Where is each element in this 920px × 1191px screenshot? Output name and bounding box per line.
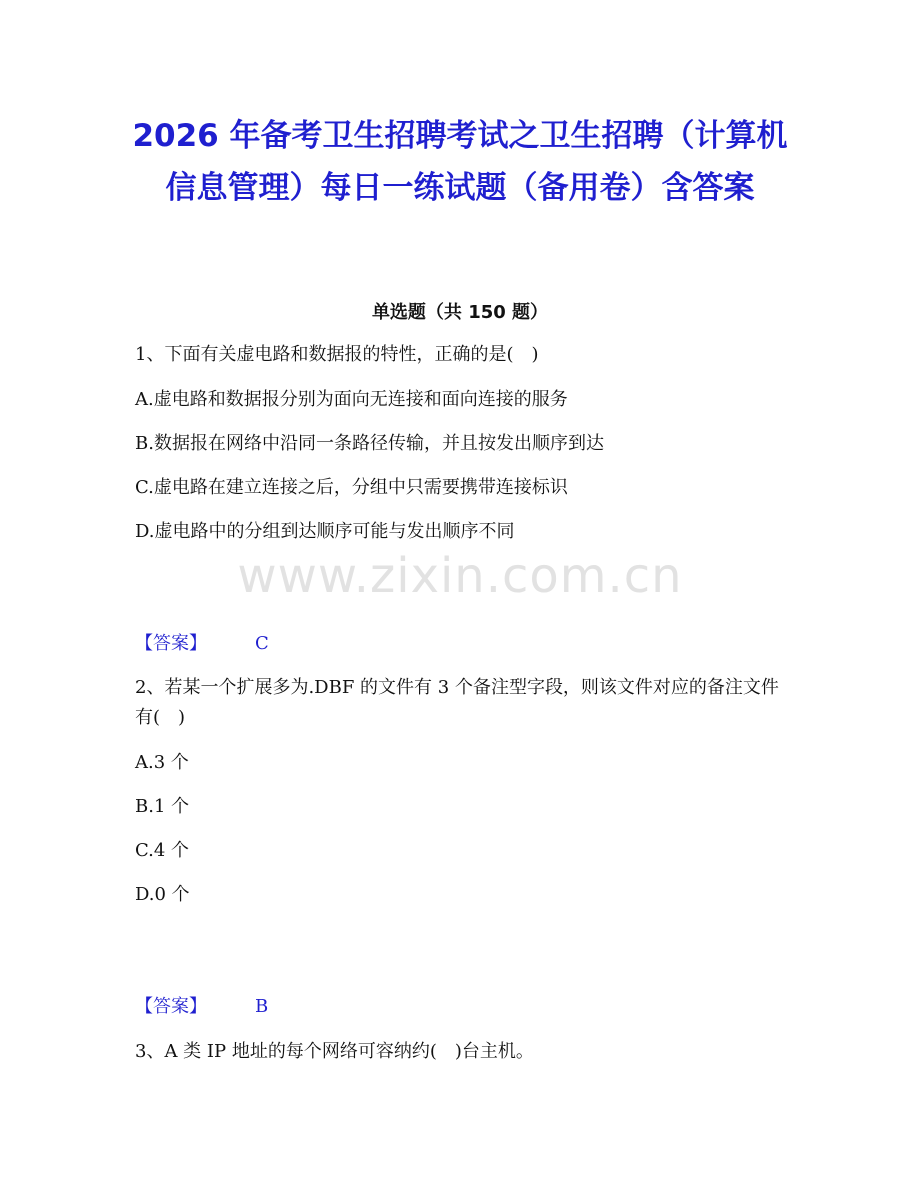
question-2-stem: 2、若某一个扩展多为.DBF 的文件有 3 个备注型字段，则该文件对应的备注文件有( ) <box>135 677 779 728</box>
question-1-option-d: D.虚电路中的分组到达顺序可能与发出顺序不同 <box>135 521 515 542</box>
watermark: www.zixin.com.cn <box>237 548 683 604</box>
question-2-option-c: C.4 个 <box>135 840 190 861</box>
question-1-option-c: C.虚电路在建立连接之后，分组中只需要携带连接标识 <box>135 477 568 498</box>
question-2-option-d: D.0 个 <box>135 884 190 905</box>
answer-label: 【答案】 <box>135 996 207 1017</box>
question-2-option-a: A.3 个 <box>135 752 189 773</box>
question-1-option-a: A.虚电路和数据报分别为面向无连接和面向连接的服务 <box>135 389 568 410</box>
question-1-answer <box>135 629 269 659</box>
answer-value: C <box>255 633 269 654</box>
question-2-option-b: B.1 个 <box>135 796 190 817</box>
answer-value: B <box>255 996 269 1017</box>
question-3-stem: 3、A 类 IP 地址的每个网络可容纳约( )台主机。 <box>135 1041 534 1062</box>
section-heading: 单选题（共 150 题） <box>371 302 549 323</box>
question-1-stem: 1、下面有关虚电路和数据报的特性，正确的是( ) <box>135 344 539 365</box>
document-title: 2026 年备考卫生招聘考试之卫生招聘（计算机信息管理）每日一练试题（备用卷）含答案 <box>132 118 788 206</box>
question-1-option-b: B.数据报在网络中沿同一条路径传输，并且按发出顺序到达 <box>135 433 604 454</box>
question-2-answer <box>135 992 268 1022</box>
answer-label: 【答案】 <box>135 633 207 654</box>
